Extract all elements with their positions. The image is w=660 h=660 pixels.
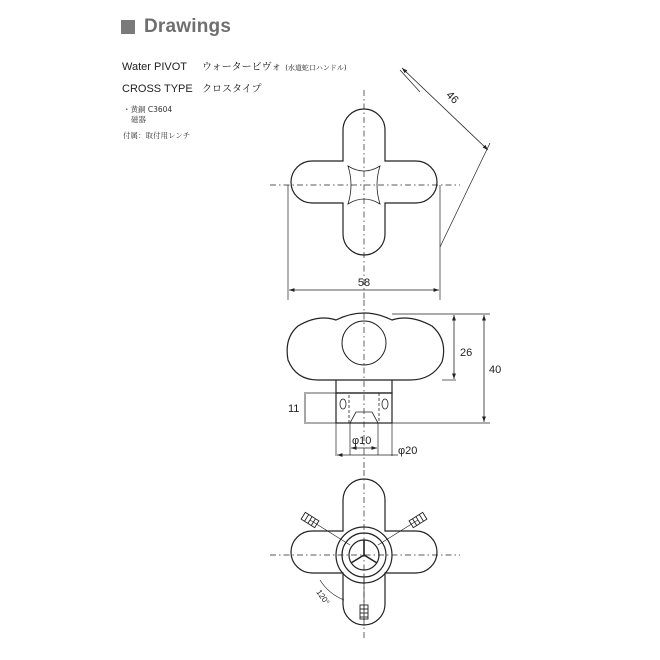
side-view bbox=[287, 300, 490, 470]
section-title: Drawings bbox=[144, 16, 232, 37]
product-type-en: CROSS TYPE bbox=[122, 83, 193, 95]
product-name-jp: ウォータービヴォ bbox=[202, 62, 282, 73]
screw-left-icon bbox=[301, 512, 319, 527]
screw-axis-left bbox=[310, 520, 350, 545]
dim-diag-label: 46 bbox=[443, 89, 461, 107]
dim-bore: φ10 bbox=[352, 435, 372, 447]
dim-height-total: 40 bbox=[489, 364, 502, 376]
material-note: ・黄銅 C3604 bbox=[123, 105, 173, 114]
screw-right-icon bbox=[409, 512, 427, 527]
top-view bbox=[270, 70, 490, 300]
finish-note: 磁器 bbox=[131, 115, 146, 124]
bottom-view bbox=[270, 470, 460, 640]
side-hole-right bbox=[382, 399, 388, 409]
accessory-note: 付属：取付用レンチ bbox=[123, 131, 191, 140]
dim-height-upper: 26 bbox=[460, 347, 473, 359]
product-name-en: Water PIVOT bbox=[122, 61, 187, 73]
diag-ext-a bbox=[400, 70, 420, 92]
dim-width-label: 58 bbox=[357, 277, 371, 289]
screw-axis-right bbox=[378, 520, 418, 545]
product-type-jp: クロスタイプ bbox=[202, 84, 262, 95]
dim-line-diag bbox=[402, 68, 488, 150]
dim-angle: 120° bbox=[314, 587, 332, 607]
product-name-note: (水道蛇口ハンドル) bbox=[285, 64, 347, 72]
side-hole-left bbox=[340, 399, 346, 409]
diag-ext-b bbox=[440, 143, 490, 247]
dim-outer: φ20 bbox=[398, 445, 418, 457]
dim-stem-len: 11 bbox=[288, 403, 300, 415]
side-handle-outline bbox=[287, 313, 444, 380]
